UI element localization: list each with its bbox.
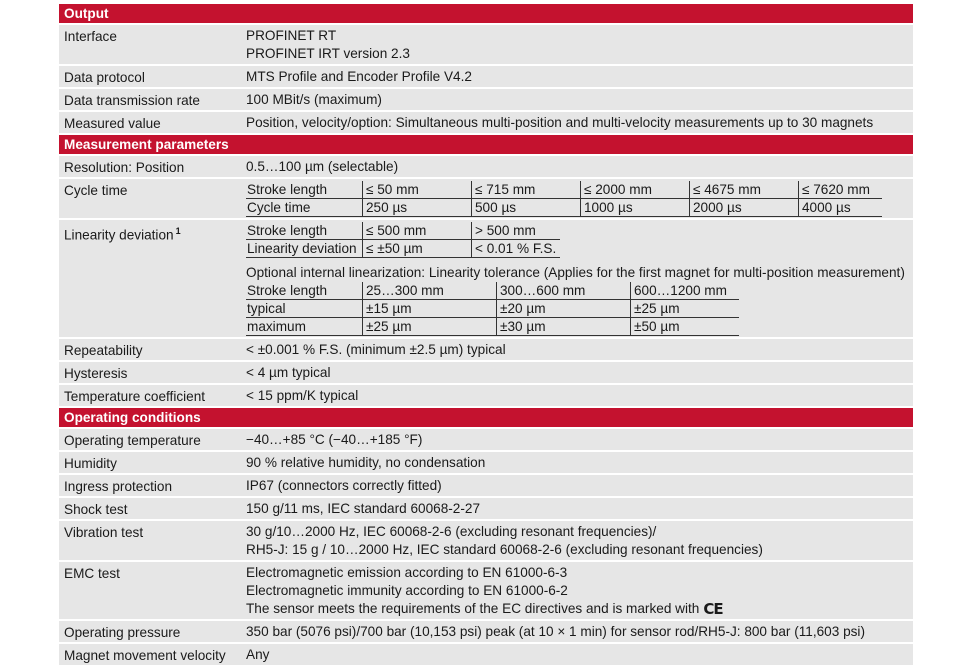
row-label: Resolution: Position [64, 160, 185, 175]
row-label: Cycle time [64, 183, 128, 198]
table-cell: ±25 µm [631, 300, 740, 318]
row-value [246, 27, 913, 63]
table-cell: ≤ 500 mm [363, 222, 472, 240]
row-value [246, 222, 913, 336]
row-label: Repeatability [64, 343, 143, 358]
row-label [64, 222, 239, 245]
table-cell: 1000 µs [581, 199, 690, 217]
row-interface [59, 25, 913, 66]
table-cell: 2000 µs [690, 199, 799, 217]
table-cell: ±15 µm [363, 300, 497, 318]
row-temperature-coefficient [59, 385, 913, 408]
value-line: PROFINET RT [246, 28, 337, 43]
section-header-output: Output [59, 4, 913, 25]
value-line [246, 600, 913, 618]
table-cell: ≤ 715 mm [472, 181, 581, 199]
spec-sheet [59, 4, 913, 665]
table-cell: ≤ 50 mm [363, 181, 472, 199]
row-value: IP67 (connectors correctly fitted) [246, 478, 442, 493]
table-cell: ±20 µm [497, 300, 631, 318]
value-line: Electromagnetic emission according to EN 61000-6-3 [246, 565, 568, 580]
row-linearity-deviation [59, 220, 913, 339]
row-value: < ±0.001 % F.S. (minimum ±2.5 µm) typical [246, 342, 506, 357]
cycle-time-table [246, 181, 882, 217]
value-line: RH5-J: 15 g / 10…2000 Hz, IEC standard 60068-2-6 (excluding resonant frequencies) [246, 542, 763, 557]
row-shock-test [59, 498, 913, 521]
table-cell: typical [246, 300, 363, 318]
row-measured-value [59, 112, 913, 135]
value-text: The sensor meets the requirements of the EC directives and is marked with [246, 601, 700, 616]
value-line: Electromagnetic immunity according to EN 61000-6-2 [246, 583, 568, 598]
label-text: Linearity deviation [64, 227, 174, 243]
row-data-rate [59, 89, 913, 112]
row-label: Hysteresis [64, 366, 128, 381]
footnote-marker: 1 [175, 226, 181, 236]
table-cell: Stroke length [246, 181, 363, 199]
table-cell: ±25 µm [363, 318, 497, 336]
table-cell: 4000 µs [799, 199, 883, 217]
table-cell: ±30 µm [497, 318, 631, 336]
value-line: PROFINET IRT version 2.3 [246, 46, 410, 61]
row-humidity [59, 452, 913, 475]
row-label: Magnet movement velocity [64, 648, 226, 663]
table-cell: ≤ 7620 mm [799, 181, 883, 199]
row-operating-temperature [59, 429, 913, 452]
linearity-table [246, 222, 560, 258]
row-label: EMC test [64, 566, 120, 581]
linearization-table [246, 282, 739, 336]
table-cell: Stroke length [246, 222, 363, 240]
table-cell: 25…300 mm [363, 282, 497, 300]
table-row [246, 181, 882, 199]
row-value: 150 g/11 ms, IEC standard 60068-2-27 [246, 501, 481, 516]
row-value: 0.5…100 µm (selectable) [246, 159, 399, 174]
row-vibration-test [59, 521, 913, 562]
value-line: 30 g/10…2000 Hz, IEC 60068-2-6 (excluding resonant frequencies)/ [246, 524, 657, 539]
table-row [246, 222, 560, 240]
table-cell: < 0.01 % F.S. [472, 240, 561, 258]
row-value: 100 MBit/s (maximum) [246, 92, 382, 107]
row-label: Measured value [64, 116, 161, 131]
table-row [246, 282, 739, 300]
table-cell: > 500 mm [472, 222, 561, 240]
linearization-note: Optional internal linearization: Linearity tolerance (Applies for the first magnet for multi-position measurement) [246, 265, 905, 280]
row-cycle-time [59, 179, 913, 220]
row-value: MTS Profile and Encoder Profile V4.2 [246, 69, 472, 84]
row-value: < 15 ppm/K typical [246, 388, 359, 403]
table-row [246, 300, 739, 318]
table-cell: Stroke length [246, 282, 363, 300]
table-cell: ≤ 2000 mm [581, 181, 690, 199]
table-cell: maximum [246, 318, 363, 336]
ce-mark-icon: CE [703, 600, 723, 618]
table-cell: ±50 µm [631, 318, 740, 336]
section-header-measurement: Measurement parameters [59, 135, 913, 156]
table-cell: Linearity deviation [246, 240, 363, 258]
row-label: Temperature coefficient [64, 389, 206, 404]
row-label: Shock test [64, 502, 128, 517]
row-emc-test [59, 562, 913, 621]
row-resolution [59, 156, 913, 179]
row-value: Any [246, 647, 270, 662]
table-row [246, 199, 882, 217]
row-label: Operating pressure [64, 625, 181, 640]
row-label: Interface [64, 29, 117, 44]
row-hysteresis [59, 362, 913, 385]
row-label: Data transmission rate [64, 93, 200, 108]
row-value: Position, velocity/option: Simultaneous multi-position and multi-velocity measurements up to 30 magnets [246, 115, 874, 130]
table-row [246, 318, 739, 336]
table-cell: 500 µs [472, 199, 581, 217]
row-label: Data protocol [64, 70, 145, 85]
row-label: Ingress protection [64, 479, 173, 494]
row-value [246, 564, 913, 618]
row-magnet-velocity [59, 644, 913, 665]
row-value: 90 % relative humidity, no condensation [246, 455, 486, 470]
table-cell: ≤ ±50 µm [363, 240, 472, 258]
table-cell: 600…1200 mm [631, 282, 740, 300]
row-ingress-protection [59, 475, 913, 498]
row-label: Vibration test [64, 525, 144, 540]
row-label: Operating temperature [64, 433, 201, 448]
table-cell: Cycle time [246, 199, 363, 217]
row-value: < 4 µm typical [246, 365, 331, 380]
row-value: −40…+85 °C (−40…+185 °F) [246, 432, 423, 447]
row-operating-pressure [59, 621, 913, 644]
table-row [246, 240, 560, 258]
row-value [246, 523, 913, 559]
row-repeatability [59, 339, 913, 362]
row-value [246, 181, 913, 217]
row-data-protocol [59, 66, 913, 89]
section-header-operating: Operating conditions [59, 408, 913, 429]
row-value: 350 bar (5076 psi)/700 bar (10,153 psi) peak (at 10 × 1 min) for sensor rod/RH5-J: 800 bar (11,603 psi) [246, 624, 865, 639]
table-cell: 250 µs [363, 199, 472, 217]
row-label: Humidity [64, 456, 117, 471]
table-cell: ≤ 4675 mm [690, 181, 799, 199]
table-cell: 300…600 mm [497, 282, 631, 300]
